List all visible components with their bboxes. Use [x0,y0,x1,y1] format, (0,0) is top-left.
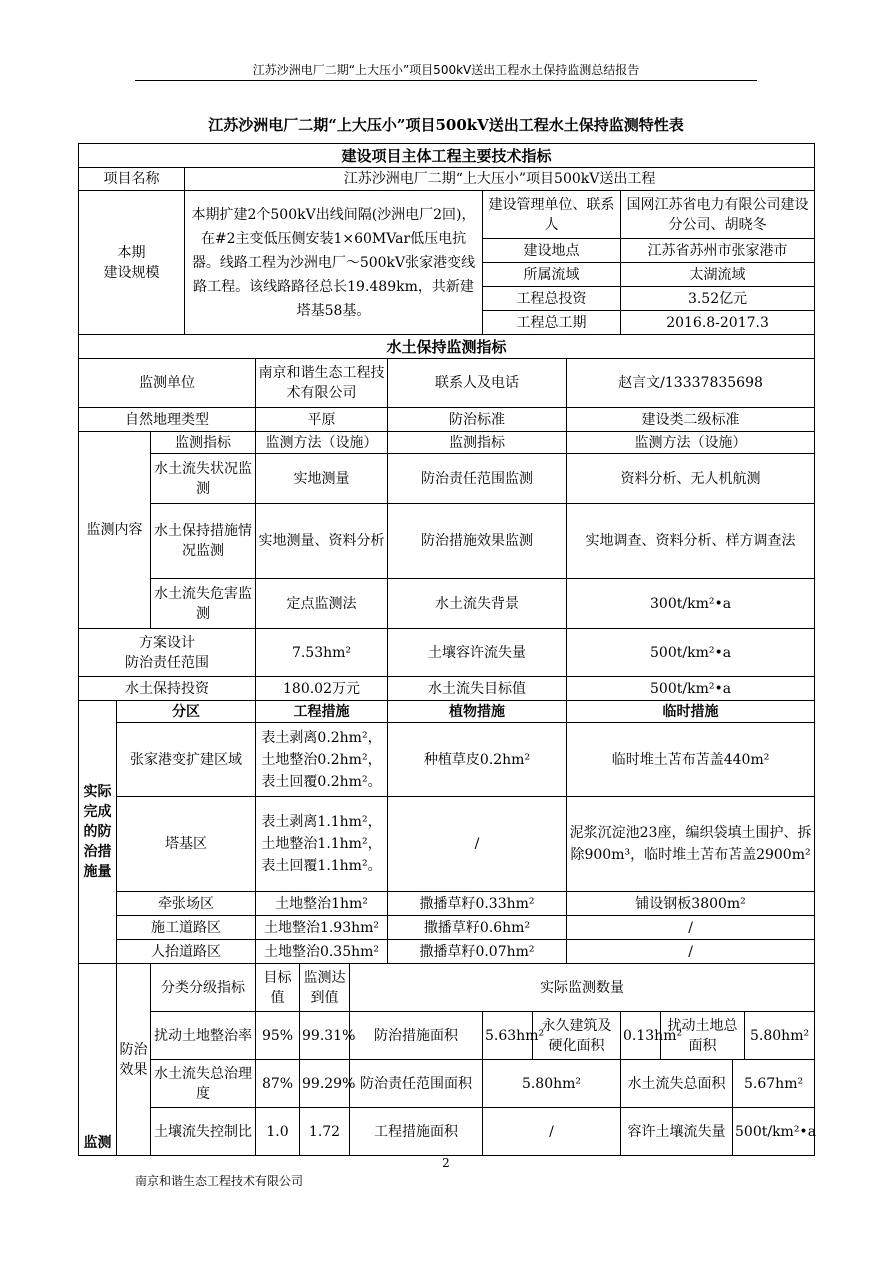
design-scope-label: 方案设计 防治责任范围 [79,629,256,677]
geo-type-label: 自然地理类型 [79,408,256,432]
actual-header-engineering: 工程措施 [256,701,388,723]
content-header-method-2: 监测方法（设施） [567,432,815,454]
content-cell: 水土流失危害监测 [151,579,256,629]
investment-label: 工程总投资 [483,287,621,311]
monitor-unit-label: 监测单位 [79,359,256,408]
quantity-label: 永久建筑及硬化面积 [533,1012,621,1060]
engineering-measure: 土地整治0.35hm² [256,940,388,964]
zone-name: 牵张场区 [117,892,256,916]
plant-measure: 撒播草籽0.6hm² [388,916,567,940]
zone-name: 施工道路区 [117,916,256,940]
plant-measure: 撒播草籽0.07hm² [388,940,567,964]
engineering-measure: 表土剥离0.2hm²，土地整治0.2hm²，表土回覆0.2hm²。 [256,723,388,797]
effect-label: 防治效果 [117,964,151,1156]
actual-header-temporary: 临时措施 [567,701,815,723]
allowable-loss-value: 500t/km²•a [567,629,815,677]
content-header-indicator: 监测指标 [151,432,256,454]
quantity-label: 防治措施面积 [350,1012,483,1060]
content-cell: 资料分析、无人机航测 [567,454,815,504]
content-cell: 水土保持措施情况监测 [151,504,256,579]
actual-header-plant: 植物措施 [388,701,567,723]
effect-target: 1.0 [256,1108,300,1156]
engineering-measure: 表土剥离1.1hm²，土地整治1.1hm²，表土回覆1.1hm²。 [256,797,388,892]
basin-label: 所属流域 [483,263,621,287]
zone-name: 张家港变扩建区域 [117,723,256,797]
running-header: 江苏沙洲电厂二期“上大压小”项目500kV送出工程水土保持监测总结报告 [135,62,757,81]
section-main-indicators: 建设项目主体工程主要技术指标 [79,144,815,168]
effect-target: 87% [256,1060,300,1108]
quantity-label: 工程措施面积 [350,1108,483,1156]
content-cell: 防治责任范围监测 [388,454,567,504]
effect-achieved: 99.29% [300,1060,350,1108]
engineering-measure: 土地整治1.93hm² [256,916,388,940]
plant-measure: 种植草皮0.2hm² [388,723,567,797]
monitor-content-label: 监测内容 [79,432,151,629]
content-cell: 水土流失状况监测 [151,454,256,504]
engineering-measure: 土地整治1hm² [256,892,388,916]
effect-header-target: 目标值 [256,964,300,1012]
temporary-measure: 泥浆沉淀池23座，编织袋填土围护、拆除900m³，临时堆土苫布苫盖2900m² [567,797,815,892]
content-cell: 防治措施效果监测 [388,504,567,579]
plant-measure: 撒播草籽0.33hm² [388,892,567,916]
target-loss-value: 500t/km²•a [567,677,815,701]
quantity-value: 5.80hm² [483,1060,621,1108]
content-header-method: 监测方法（设施） [256,432,388,454]
zone-name: 塔基区 [117,797,256,892]
temporary-measure: 临时堆土苫布苫盖440m² [567,723,815,797]
plant-measure: / [388,797,567,892]
monitoring-label: 监测 [79,964,117,1156]
geo-type-value: 平原 [256,408,388,432]
swc-investment-value: 180.02万元 [256,677,388,701]
characteristics-table [78,143,815,1156]
location-value: 江苏省苏州市张家港市 [621,239,815,263]
actual-header-zone: 分区 [117,701,256,723]
content-header-indicator-2: 监测指标 [388,432,567,454]
content-cell: 300t/km²•a [567,579,815,629]
quantity-value: 5.67hm² [733,1060,815,1108]
quantity-value: 5.80hm² [745,1012,815,1060]
temporary-measure: / [567,940,815,964]
quantity-value: / [483,1108,621,1156]
standard-value: 建设类二级标准 [567,408,815,432]
actual-measures-label: 实际完成的防治措施量 [79,701,117,964]
table-title: 江苏沙洲电厂二期“上大压小”项目500kV送出工程水土保持监测特性表 [208,116,684,134]
effect-header-achieved: 监测达到值 [300,964,350,1012]
quantity-label: 扰动土地总面积 [661,1012,745,1060]
content-cell: 水土流失背景 [388,579,567,629]
scale-description: 本期扩建2个500kV出线间隔(沙洲电厂2回)，在#2主变低压侧安装1×60MVar低压电抗器。线路工程为沙洲电厂～500kV张家港变线路工程。该线路路径总长19.489km，共新建塔基58基。 [185,191,483,335]
quantity-value: 0.13hm² [621,1012,661,1060]
temporary-measure: / [567,916,815,940]
effect-header-indicator: 分类分级指标 [151,964,256,1012]
effect-achieved: 99.31% [300,1012,350,1060]
quantity-value: 500t/km²•a [733,1108,815,1156]
basin-value: 太湖流域 [621,263,815,287]
content-cell: 实地调查、资料分析、样方调查法 [567,504,815,579]
standard-label: 防治标准 [388,408,567,432]
investment-value: 3.52亿元 [621,287,815,311]
content-cell: 实地测量 [256,454,388,504]
scale-label: 本期 建设规模 [79,191,185,335]
effect-indicator: 扰动土地整治率 [151,1012,256,1060]
section-monitoring-indicators: 水土保持监测指标 [79,335,815,359]
period-value: 2016.8-2017.3 [621,311,815,335]
effect-achieved: 1.72 [300,1108,350,1156]
swc-investment-label: 水土保持投资 [79,677,256,701]
monitor-unit-value: 南京和谐生态工程技术有限公司 [256,359,388,408]
quantity-label: 防治责任范围面积 [350,1060,483,1108]
effect-indicator: 水土流失总治理度 [151,1060,256,1108]
contact-label: 联系人及电话 [388,359,567,408]
design-scope-value: 7.53hm² [256,629,388,677]
project-name-value: 江苏沙洲电厂二期“上大压小”项目500kV送出工程 [185,168,815,191]
content-cell: 实地测量、资料分析 [256,504,388,579]
target-loss-label: 水土流失目标值 [388,677,567,701]
effect-header-quantity: 实际监测数量 [350,964,815,1012]
footer-company: 南京和谐生态工程技术有限公司 [135,1174,304,1188]
page-number: 2 [442,1156,450,1170]
contact-value: 赵言文/13337835698 [567,359,815,408]
period-label: 工程总工期 [483,311,621,335]
content-cell: 定点监测法 [256,579,388,629]
location-label: 建设地点 [483,239,621,263]
mgmt-label: 建设管理单位、联系人 [483,191,621,239]
temporary-measure: 铺设钢板3800m² [567,892,815,916]
effect-indicator: 土壤流失控制比 [151,1108,256,1156]
project-name-label: 项目名称 [79,168,185,191]
allowable-loss-label: 土壤容许流失量 [388,629,567,677]
quantity-label: 容许土壤流失量 [621,1108,733,1156]
zone-name: 人抬道路区 [117,940,256,964]
quantity-label: 水土流失总面积 [621,1060,733,1108]
quantity-value: 5.63hm² [483,1012,533,1060]
mgmt-value: 国网江苏省电力有限公司建设分公司、胡晓冬 [621,191,815,239]
effect-target: 95% [256,1012,300,1060]
